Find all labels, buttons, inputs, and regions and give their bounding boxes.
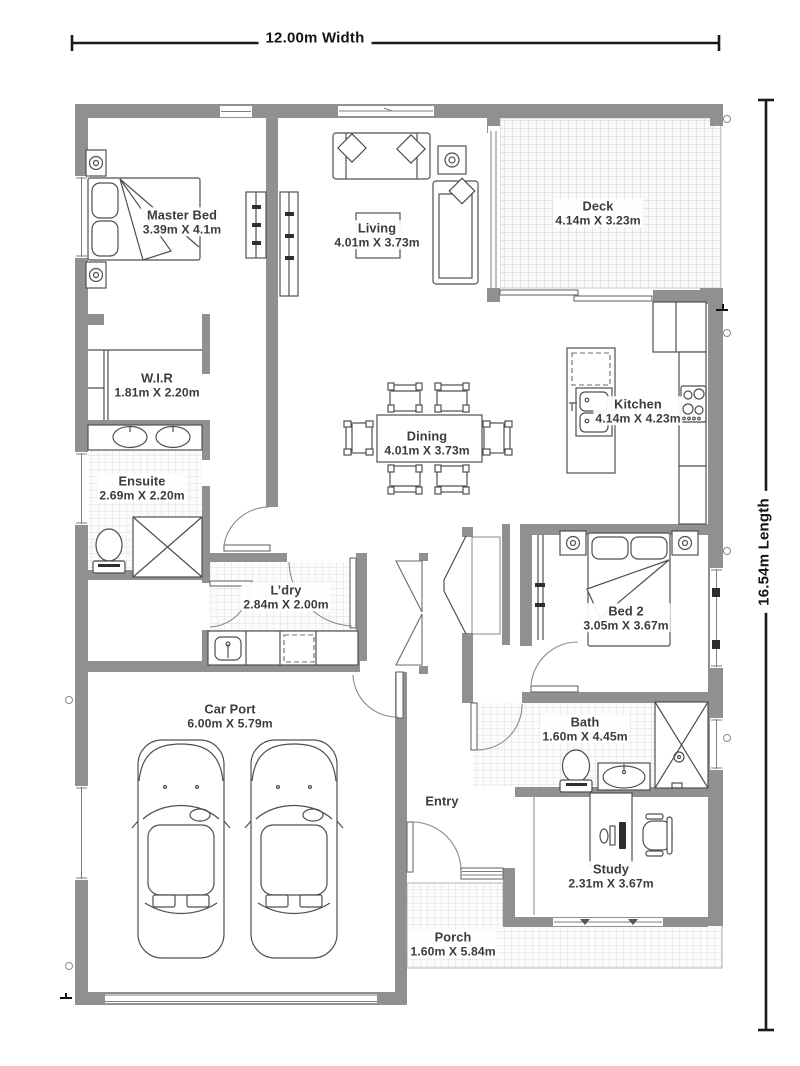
- deck-slider-panel: [500, 290, 578, 295]
- room-label-dining: [382, 428, 471, 457]
- room-name: Study: [592, 861, 630, 877]
- room-name: Bed 2: [608, 603, 644, 619]
- length-dimension-label: 16.54m Length: [756, 491, 773, 613]
- car-icon: [245, 740, 343, 958]
- hall-closet: [472, 537, 500, 634]
- bedside-table-icon: [560, 531, 586, 555]
- room-name: Living: [357, 220, 397, 236]
- room-name: Ensuite: [118, 473, 166, 489]
- room-name: Dining: [406, 428, 448, 444]
- room-name: L’dry: [270, 582, 302, 598]
- closet-doors: [444, 536, 466, 634]
- chair-icon: [435, 383, 469, 412]
- laundry-fixtures: [208, 631, 358, 665]
- room-name: Master Bed: [147, 207, 217, 223]
- room-label-laundry: [241, 582, 330, 611]
- front-door: [407, 822, 413, 872]
- room-dims: 1.60m X 5.84m: [410, 944, 496, 959]
- side-table-icon: [438, 146, 466, 174]
- pantry-cabinet: [653, 302, 706, 352]
- pillow-icon: [92, 183, 118, 218]
- room-label-bed2: [581, 603, 670, 632]
- room-name: Porch: [434, 929, 472, 945]
- room-name: Kitchen: [614, 396, 662, 412]
- room-name: Bath: [570, 714, 600, 730]
- living-furniture: [333, 133, 478, 284]
- bed2-door: [531, 686, 578, 692]
- room-dims: 4.14m X 4.23m: [595, 411, 681, 426]
- hall-french-door: [396, 614, 422, 665]
- room-dims: 4.01m X 3.73m: [384, 443, 470, 458]
- room-label-kitchen: [593, 396, 682, 425]
- pillow-icon: [592, 537, 628, 559]
- room-name: Deck: [582, 198, 614, 214]
- room-name: W.I.R: [141, 370, 173, 386]
- hall-french-door: [396, 561, 422, 612]
- room-dims: 4.14m X 3.23m: [555, 213, 641, 228]
- laundry-door: [350, 558, 356, 628]
- monitor-icon: [619, 822, 626, 849]
- room-dims: 3.05m X 3.67m: [583, 618, 669, 633]
- room-label-wir: [112, 370, 201, 399]
- cars: [132, 740, 343, 958]
- living-deck-window: [488, 126, 500, 288]
- pillow-icon: [92, 221, 118, 256]
- room-name: Car Port: [204, 701, 256, 717]
- room-dims: 2.69m X 2.20m: [99, 488, 185, 503]
- carport-door: [396, 672, 403, 718]
- room-label-study: [566, 861, 655, 890]
- toilet-icon: [96, 529, 122, 561]
- room-label-deck: [553, 198, 642, 227]
- bedside-table-icon: [672, 531, 698, 555]
- room-label-master-bed: [141, 207, 223, 236]
- room-name: Entry: [425, 793, 459, 809]
- room-label-bath: [540, 714, 629, 743]
- vanity-icon: [88, 425, 202, 450]
- room-dims: 4.01m X 3.73m: [334, 235, 420, 250]
- room-label-living: [332, 220, 421, 249]
- room-label-entry: [423, 793, 460, 808]
- room-label-porch: [408, 929, 497, 958]
- toilet-icon: [563, 750, 590, 782]
- front-sidelight: [461, 868, 503, 879]
- bath-door: [471, 703, 477, 750]
- room-dims: 1.60m X 4.45m: [542, 729, 628, 744]
- chair-icon: [388, 383, 422, 412]
- room-dims: 3.39m X 4.1m: [142, 222, 222, 237]
- robe-icon: [538, 535, 543, 640]
- master-door: [224, 545, 270, 551]
- kitchen-bench: [679, 466, 706, 524]
- room-dims: 2.84m X 2.00m: [243, 597, 329, 612]
- deck-slider-panel: [574, 296, 652, 301]
- width-dimension-label: 12.00m Width: [259, 30, 372, 47]
- study-furniture: [534, 793, 672, 915]
- room-dims: 6.00m X 5.79m: [187, 716, 273, 731]
- room-dims: 1.81m X 2.20m: [114, 385, 200, 400]
- room-label-carport: [185, 701, 274, 730]
- car-icon: [132, 740, 230, 958]
- room-label-ensuite: [97, 473, 186, 502]
- pillow-icon: [631, 537, 667, 559]
- room-dims: 2.31m X 3.67m: [568, 876, 654, 891]
